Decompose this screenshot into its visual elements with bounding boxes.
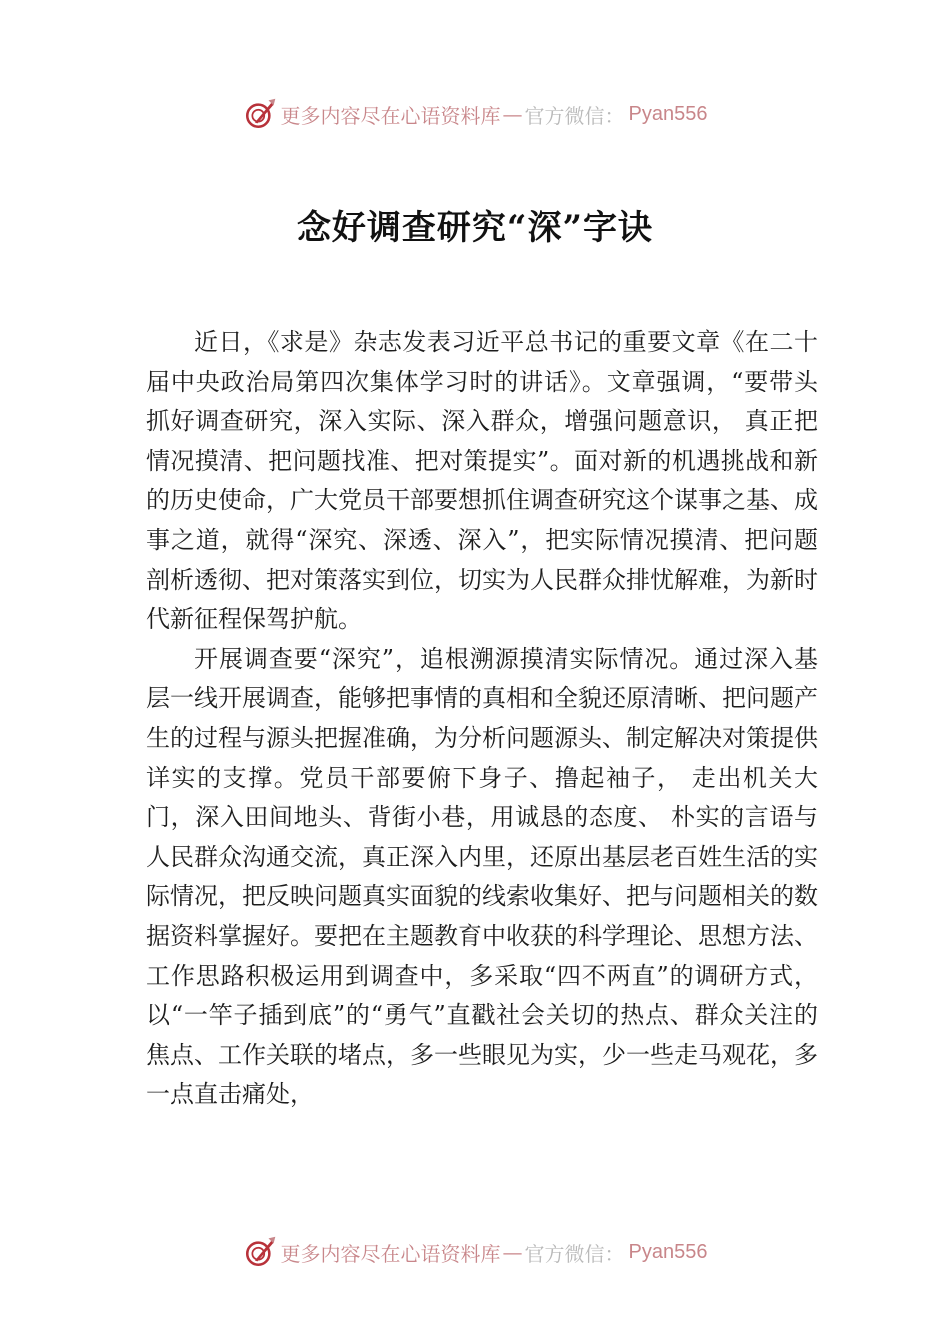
quill-logo-icon xyxy=(243,1235,277,1269)
paragraph-1: 近日，《求是》杂志发表习近平总书记的重要文章《在二十届中央政治局第四次集体学习时的讲话》。文章强调，“要带头抓好调查研究，深入实际、深入群众，增强问题意识， 真正把情况摸清、把问题找准、把对策提实”。面对新的机遇挑战和新的历史使命，广大党员干部要想抓住调查研究这个谋事之基、成事之道，就得“深究、深透、深入”，把实际情况摸清、把问题剖析透彻、把对策落实到位，切实为人民群众排忧解难，为新时代新征程保驾护航。 xyxy=(146,328,818,634)
quill-logo-icon xyxy=(243,97,277,131)
banner-wechat-id: Pyan556 xyxy=(628,102,708,125)
banner-slogan: 更多内容尽在心语资料库 xyxy=(280,103,501,128)
banner-separator: — xyxy=(502,102,523,126)
banner-wechat-label: 官方微信： xyxy=(524,103,625,128)
document-body xyxy=(146,323,818,1115)
banner-slogan: 更多内容尽在心语资料库 xyxy=(280,1241,501,1266)
paragraph-2: 开展调查要“深究”，追根溯源摸清实际情况。通过深入基层一线开展调查，能够把事情的真相和全貌还原清晰、把问题产生的过程与源头把握准确，为分析问题源头、制定解决对策提供详实的支撑。党员干部要俯下身子、撸起袖子， 走出机关大门，深入田间地头、背街小巷，用诚恳的态度、 朴实的言语与人民群众沟通交流，真正深入内里，还原出基层老百姓生活的实际情况，把反映问题真实面貌的线索收集好、把与问题相关的数据资料掌握好。要把在主题教育中收获的科学理论、思想方法、工作思路积极运用到调查中，多采取“四不两直”的调研方式，以“一竿子插到底”的“勇气”直戳社会关切的热点、群众关注的焦点、工作关联的堵点，多一些眼见为实，少一些走马观花，多一点直击痛处， xyxy=(146,644,818,1109)
banner-separator: — xyxy=(502,1240,523,1264)
header-banner xyxy=(0,94,950,134)
banner-wechat-id: Pyan556 xyxy=(628,1240,708,1263)
footer-banner xyxy=(0,1232,950,1272)
banner-wechat-label: 官方微信： xyxy=(524,1241,625,1266)
document-title: 念好调查研究“深”字诀 xyxy=(296,208,654,248)
